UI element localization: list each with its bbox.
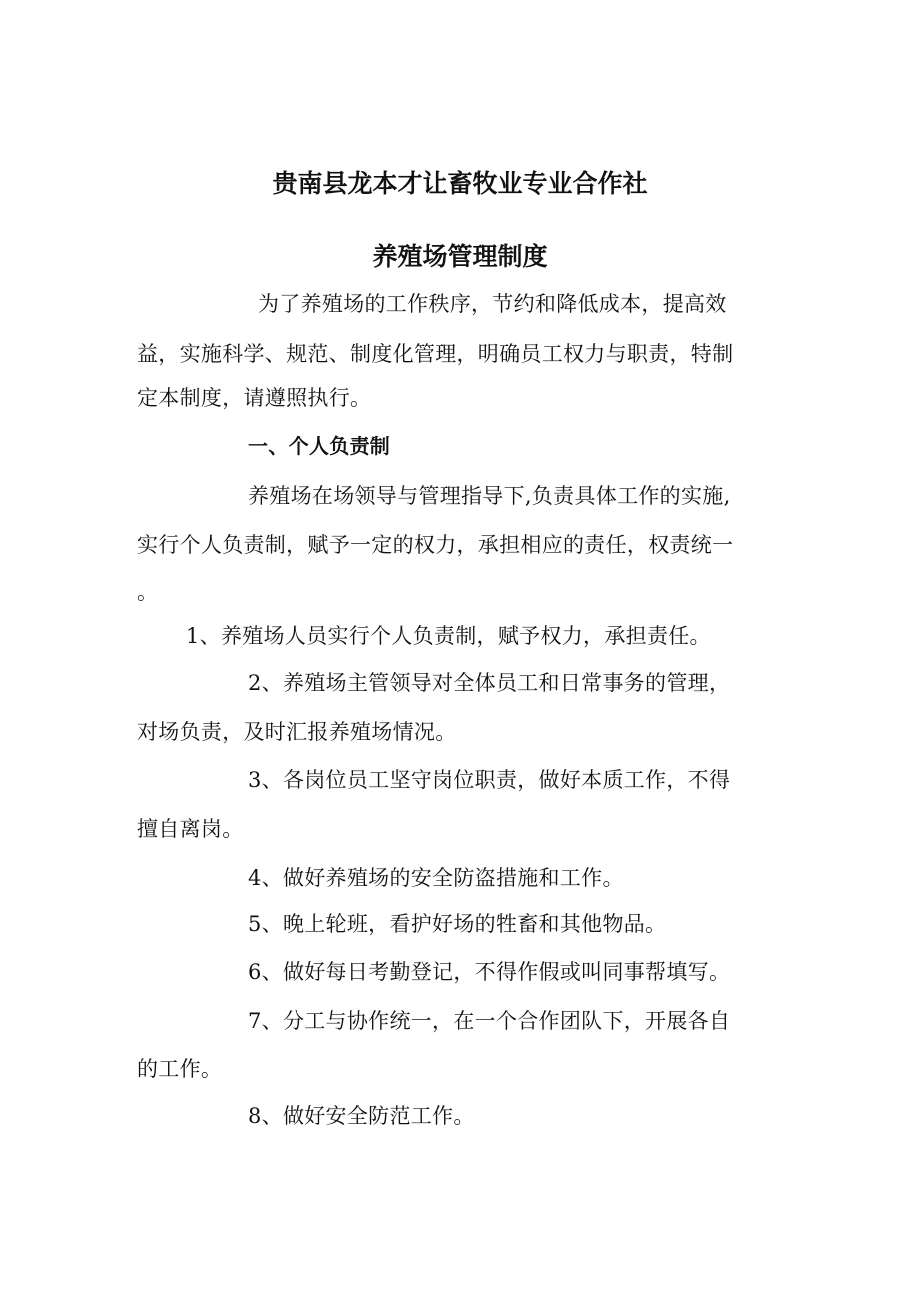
doc-title: 养殖场管理制度 bbox=[372, 242, 548, 271]
list-item-continuation: 的工作。 bbox=[137, 1057, 223, 1081]
list-item: 5、晚上轮班，看护好场的牲畜和其他物品。 bbox=[248, 912, 667, 936]
list-item: 4、做好养殖场的安全防盗措施和工作。 bbox=[248, 866, 624, 890]
section-1-line-1: 养殖场在场领导与管理指导下,负责具体工作的实施, bbox=[248, 484, 731, 508]
intro-line-2: 益，实施科学、规范、制度化管理，明确员工权力与职责，特制 bbox=[137, 342, 734, 366]
list-item: 2、养殖场主管领导对全体员工和日常事务的管理， bbox=[248, 671, 731, 695]
section-1-line-3: 。 bbox=[137, 580, 159, 604]
list-item: 1、养殖场人员实行个人负责制，赋予权力，承担责任。 bbox=[186, 624, 711, 648]
list-item: 3、各岗位员工坚守岗位职责，做好本质工作，不得 bbox=[248, 768, 731, 792]
list-item: 6、做好每日考勤登记，不得作假或叫同事帮填写。 bbox=[248, 960, 731, 984]
section-1-line-2: 实行个人负责制，赋予一定的权力，承担相应的责任，权责统一 bbox=[137, 533, 734, 557]
list-item-continuation: 对场负责，及时汇报养殖场情况。 bbox=[137, 720, 457, 744]
intro-line-3: 定本制度，请遵照执行。 bbox=[137, 386, 372, 410]
section-1-heading: 一、个人负责制 bbox=[248, 434, 391, 458]
list-item: 8、做好安全防范工作。 bbox=[248, 1104, 475, 1128]
intro-line-1: 为了养殖场的工作秩序，节约和降低成本，提高效 bbox=[258, 292, 727, 316]
org-title: 贵南县龙本才让畜牧业专业合作社 bbox=[272, 169, 648, 198]
list-item: 7、分工与协作统一，在一个合作团队下，开展各自 bbox=[248, 1009, 731, 1033]
list-item-continuation: 擅自离岗。 bbox=[137, 817, 244, 841]
